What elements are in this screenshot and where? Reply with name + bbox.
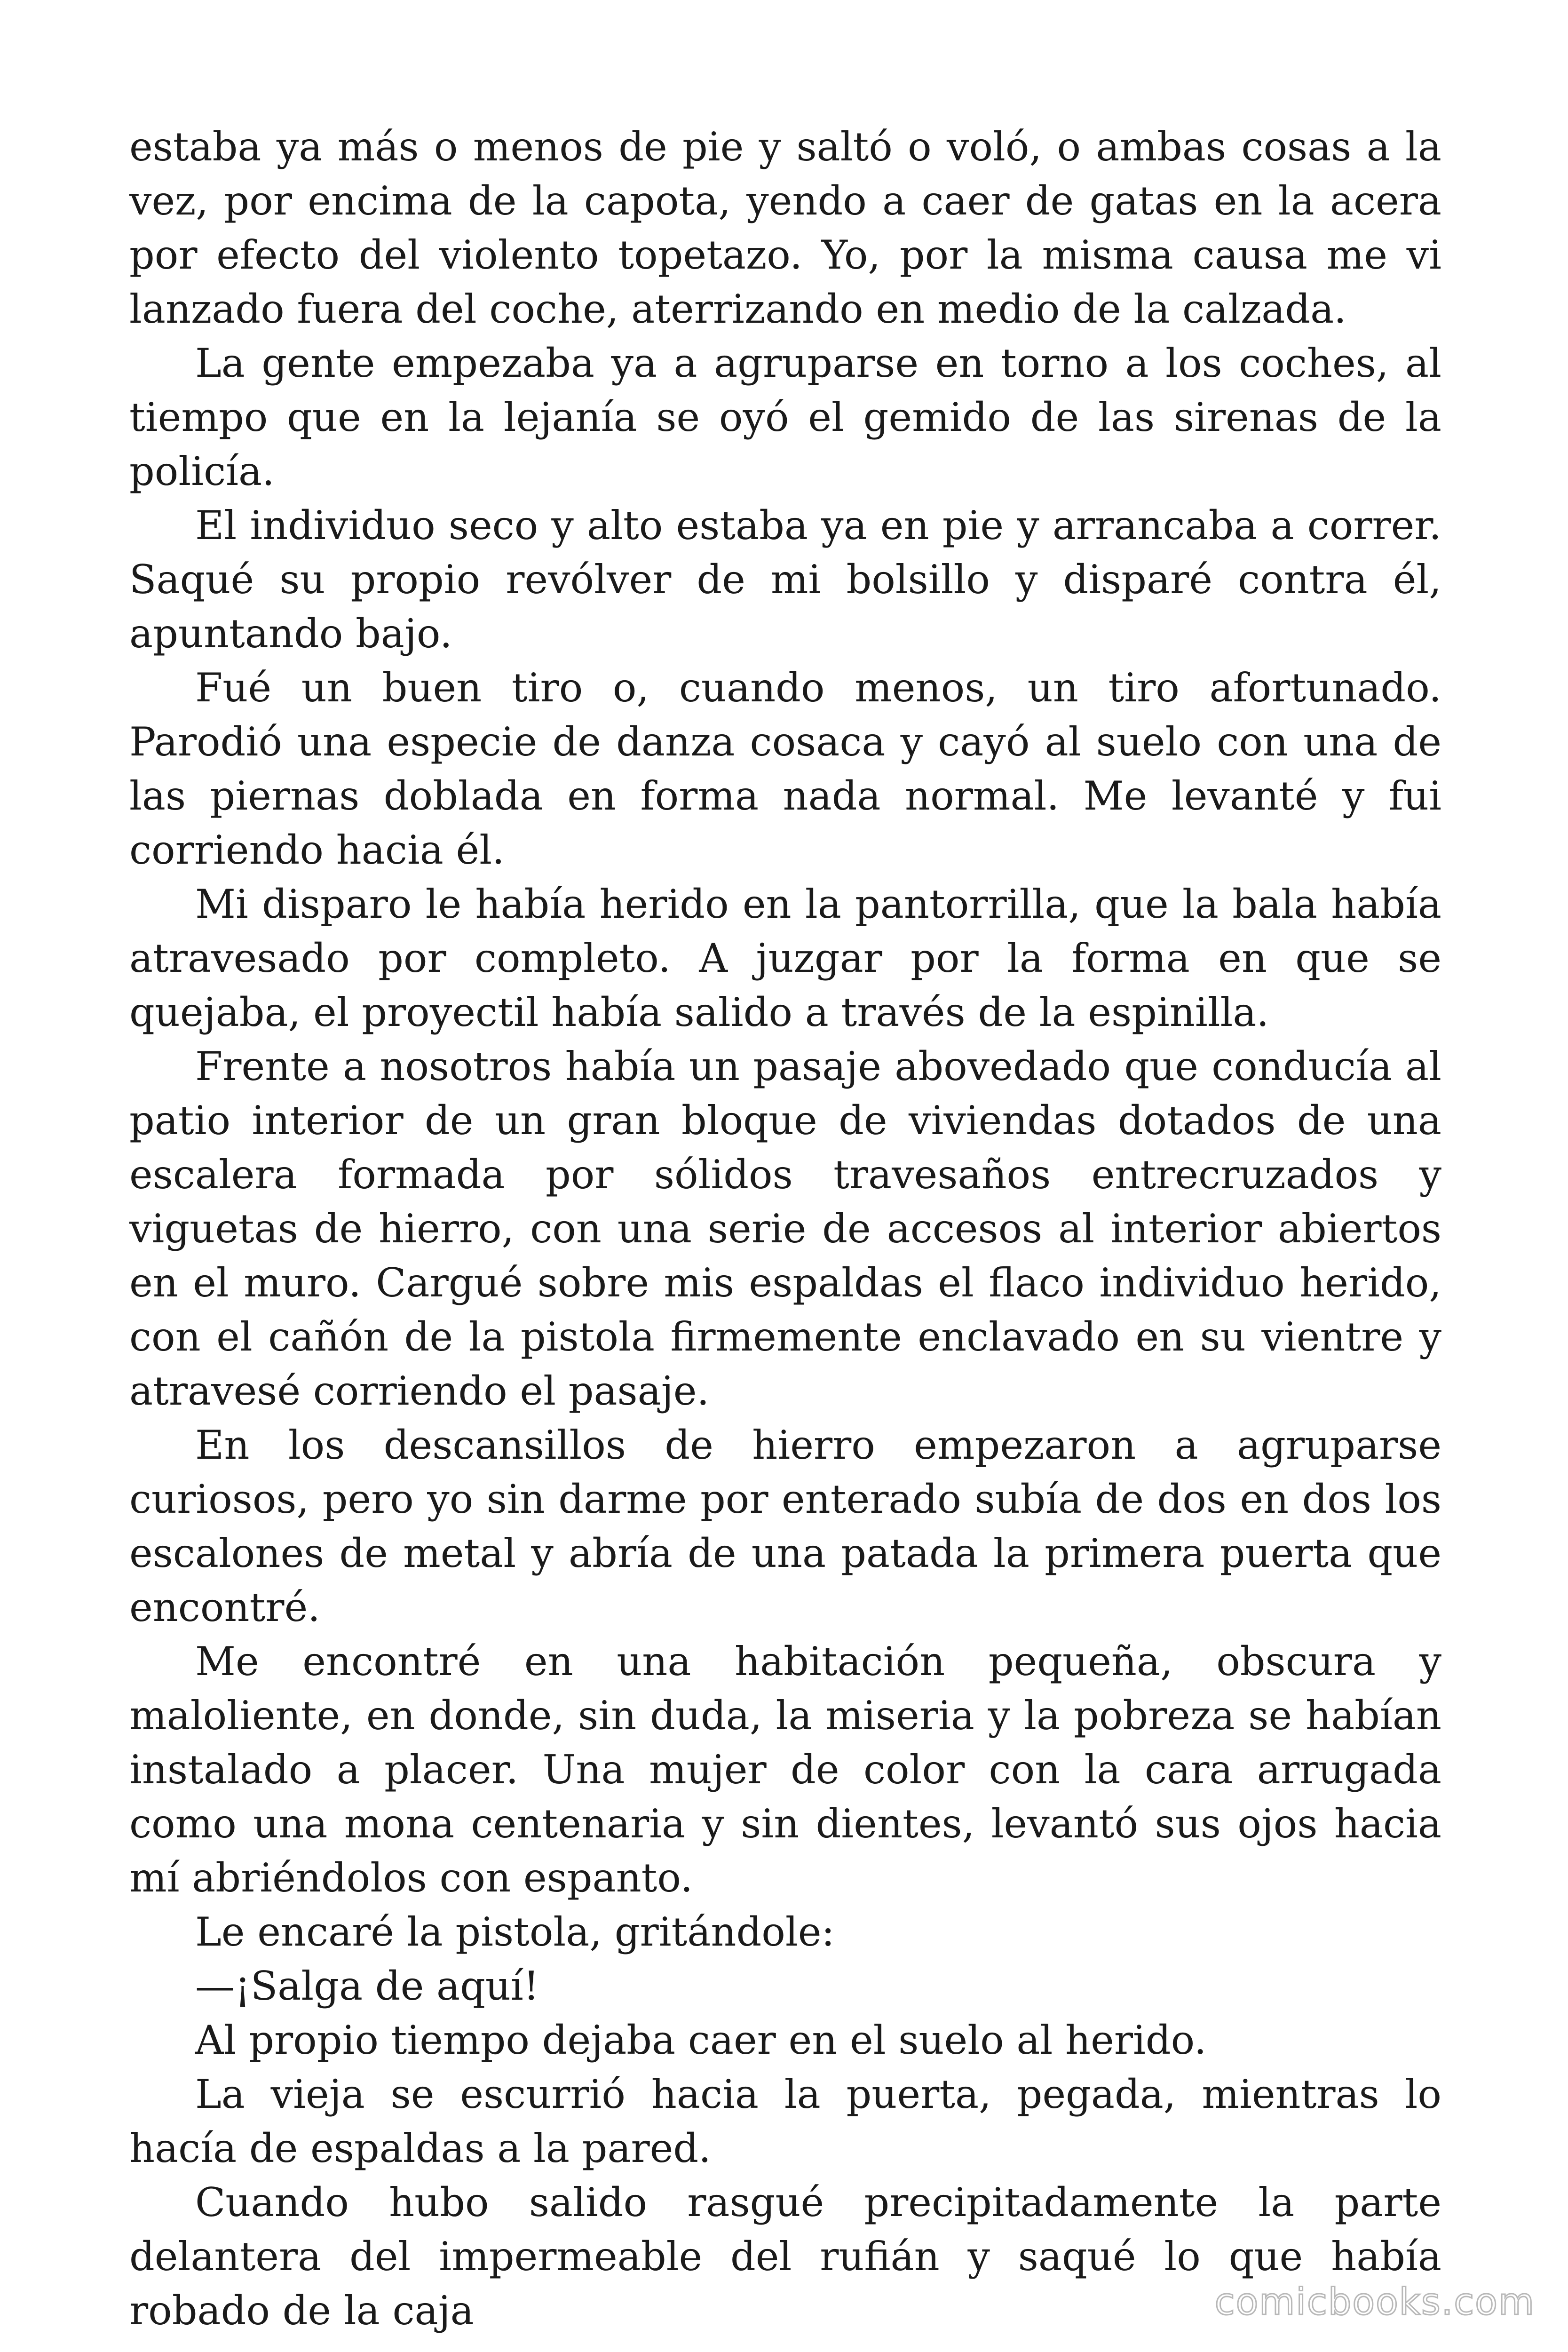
paragraph: La gente empezaba ya a agruparse en torno a los coches, al tiempo que en la lejanía se oyó el gemido de las sirenas de la policía.	[129, 340, 1441, 494]
paragraph: —¡Salga de aquí!	[195, 1963, 539, 2009]
paragraph: Fué un buen tiro o, cuando menos, un tiro afortunado. Parodió una especie de danza cosaca y cayó al suelo con una de las piernas doblada en forma nada normal. Me levanté y fui corriendo hacia él.	[129, 665, 1441, 873]
paragraph: Mi disparo le había herido en la pantorrilla, que la bala había atravesado por completo. A juzgar por la forma en que se quejaba, el proyectil había salido a través de la espinilla.	[129, 881, 1441, 1035]
paragraph: estaba ya más o menos de pie y saltó o voló, o ambas cosas a la vez, por encima de la capota, yendo a caer de gatas en la acera por efecto del violento topetazo. Yo, por la misma causa me vi lanzado fuera del coche, aterrizando en medio de la calzada.	[129, 124, 1441, 332]
paragraph: En los descansillos de hierro empezaron a agruparse curiosos, pero yo sin darme por enterado subía de dos en dos los escalones de metal y abría de una patada la primera puerta que encontré.	[129, 1422, 1441, 1630]
watermark: comicbooks.com	[1214, 2281, 1535, 2323]
paragraph: Frente a nosotros había un pasaje abovedado que conducía al patio interior de un gran bloque de viviendas dotados de una escalera formada por sólidos travesaños entrecruzados y viguetas de hierro, con una serie de accesos al interior abiertos en el muro. Cargué sobre mis espaldas el flaco individuo herido, con el cañón de la pistola firmemente enclavado en su vientre y atravesé corriendo el pasaje.	[129, 1043, 1441, 1414]
paragraph: Le encaré la pistola, gritándole:	[195, 1909, 835, 1955]
paragraph: Cuando hubo salido rasgué precipitadamente la parte delantera del impermeable del rufián y saqué lo que había robado de la caja	[129, 2179, 1441, 2334]
paragraph: El individuo seco y alto estaba ya en pie y arrancaba a correr. Saqué su propio revólver de mi bolsillo y disparé contra él, apuntando bajo.	[129, 502, 1441, 657]
body-text	[129, 120, 1441, 2338]
paragraph: Me encontré en una habitación pequeña, obscura y maloliente, en donde, sin duda, la miseria y la pobreza se habían instalado a placer. Una mujer de color con la cara arrugada como una mona centenaria y sin dientes, levantó sus ojos hacia mí abriéndolos con espanto.	[129, 1638, 1441, 1901]
paragraph: Al propio tiempo dejaba caer en el suelo al herido.	[195, 2017, 1207, 2063]
paragraph: La vieja se escurrió hacia la puerta, pegada, mientras lo hacía de espaldas a la pared.	[129, 2071, 1441, 2171]
